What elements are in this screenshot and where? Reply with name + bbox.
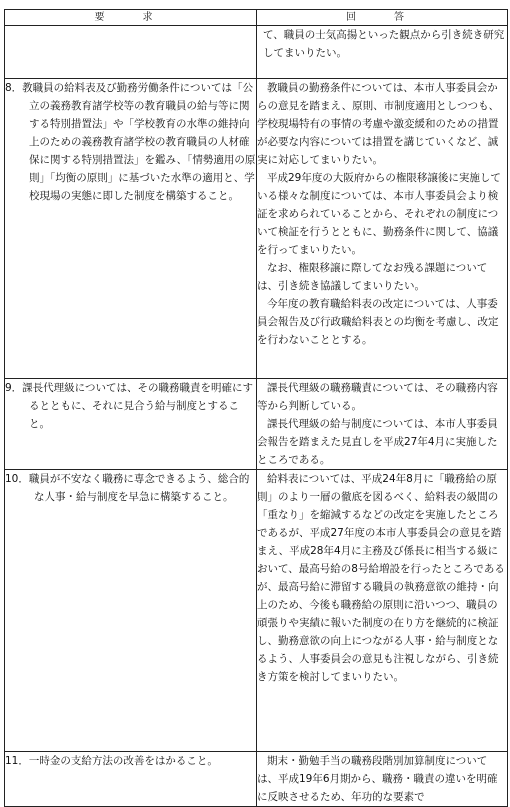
request-text: 11．一時金の支給方法の改善をはかること。	[5, 755, 218, 767]
response-paragraph: 給料表については、平成24年8月に「職務給の原則」のより一層の徹底を図るべく、給料表の級間の「重なり」を縮減するなどの改定を実施したところであるが、平成27年度の本市人事委員会の意見を踏まえ、平成28年4月に主務及び係長に相当する級において、最高号給の8号給増設を行ったところであるが、最高号給に滞留する職員の執務意欲の維持・向上のため、今後も職務給の原則に沿いつつ、職員の頑張りや実績に報いた制度の在り方を継続的に検証し、勤務意欲の向上につながる人事・給与制度となるよう、人事委員会の意見も注視しながら、引き続き方策を検討してまいりたい。	[257, 473, 505, 683]
response-cell	[257, 379, 508, 470]
table-row	[5, 470, 508, 752]
request-response-table	[4, 9, 508, 807]
response-paragraph: 平成29年度の大阪府からの権限移譲後に実施している様々な制度については、本市人事委員会より検証を求められていることから、それぞれの制度について検証を行うとともに、勤務条件に関して、協議を行ってまいりたい。	[257, 172, 501, 256]
response-paragraph: 今年度の教育職給料表の改定については、人事委員会報告及び行政職給料表との均衡を考慮し、改定を行わないこととする。	[257, 298, 499, 346]
request-cell	[5, 79, 257, 379]
request-text: 10．職員が不安なく職務に専念できるよう、総合的な人事・給与制度を早急に構築すること。	[5, 473, 250, 503]
response-cell	[257, 752, 508, 807]
response-paragraph: 課長代理級の職務職責については、その職務内容等から判断している。	[257, 382, 498, 412]
request-cell	[5, 379, 257, 470]
response-paragraph: 教職員の勤務条件については、本市人事委員会からの意見を踏まえ、原則、市制度適用としつつも、学校現場特有の事情の考慮や激変緩和のための措置が必要な内容については措置を講じていくなど、誠実に対応してまいりたい。	[257, 82, 500, 166]
table-row	[5, 752, 508, 807]
request-cell	[5, 752, 257, 807]
response-cell	[257, 470, 508, 752]
request-column-header: 要 求	[5, 10, 257, 26]
request-text: 9．課長代理級については、その職務職責を明確にするとともに、それに見合う給与制度とすること。	[5, 382, 253, 430]
table-row	[5, 379, 508, 470]
request-cell	[5, 470, 257, 752]
response-cell	[257, 26, 508, 79]
response-cell	[257, 79, 508, 379]
response-paragraph: 期末・勤勉手当の職務段階別加算制度については、平成19年6月期から、職務・職責の違いを明確に反映させるため、年功的な要素で	[257, 755, 498, 803]
response-paragraph: 課長代理級の給与制度については、本市人事委員会報告を踏まえた見直しを平成27年4月に実施したところである。	[257, 418, 498, 466]
response-column-header: 回 答	[257, 10, 508, 26]
response-paragraph: なお、権限移譲に際してなお残る課題については、引き続き協議してまいりたい。	[257, 262, 488, 292]
table-row	[5, 26, 508, 79]
table-row	[5, 79, 508, 379]
request-text: 8．教職員の給料表及び勤務労働条件については「公立の義務教育諸学校等の教育職員の給与等に関する特別措置法」や「学校教育の水準の維持向上のための義務教育諸学校の教育職員の人材確保に関する特別措置法」を鑑み、「情勢適用の原則」「均衡の原則」に基づいた水準の適用と、学校現場の実態に即した制度を構築すること。	[5, 82, 256, 202]
response-paragraph: て、職員の士気高揚といった観点から引き続き研究してまいりたい。	[263, 29, 505, 59]
table-header-row	[5, 10, 508, 26]
request-cell	[5, 26, 257, 79]
